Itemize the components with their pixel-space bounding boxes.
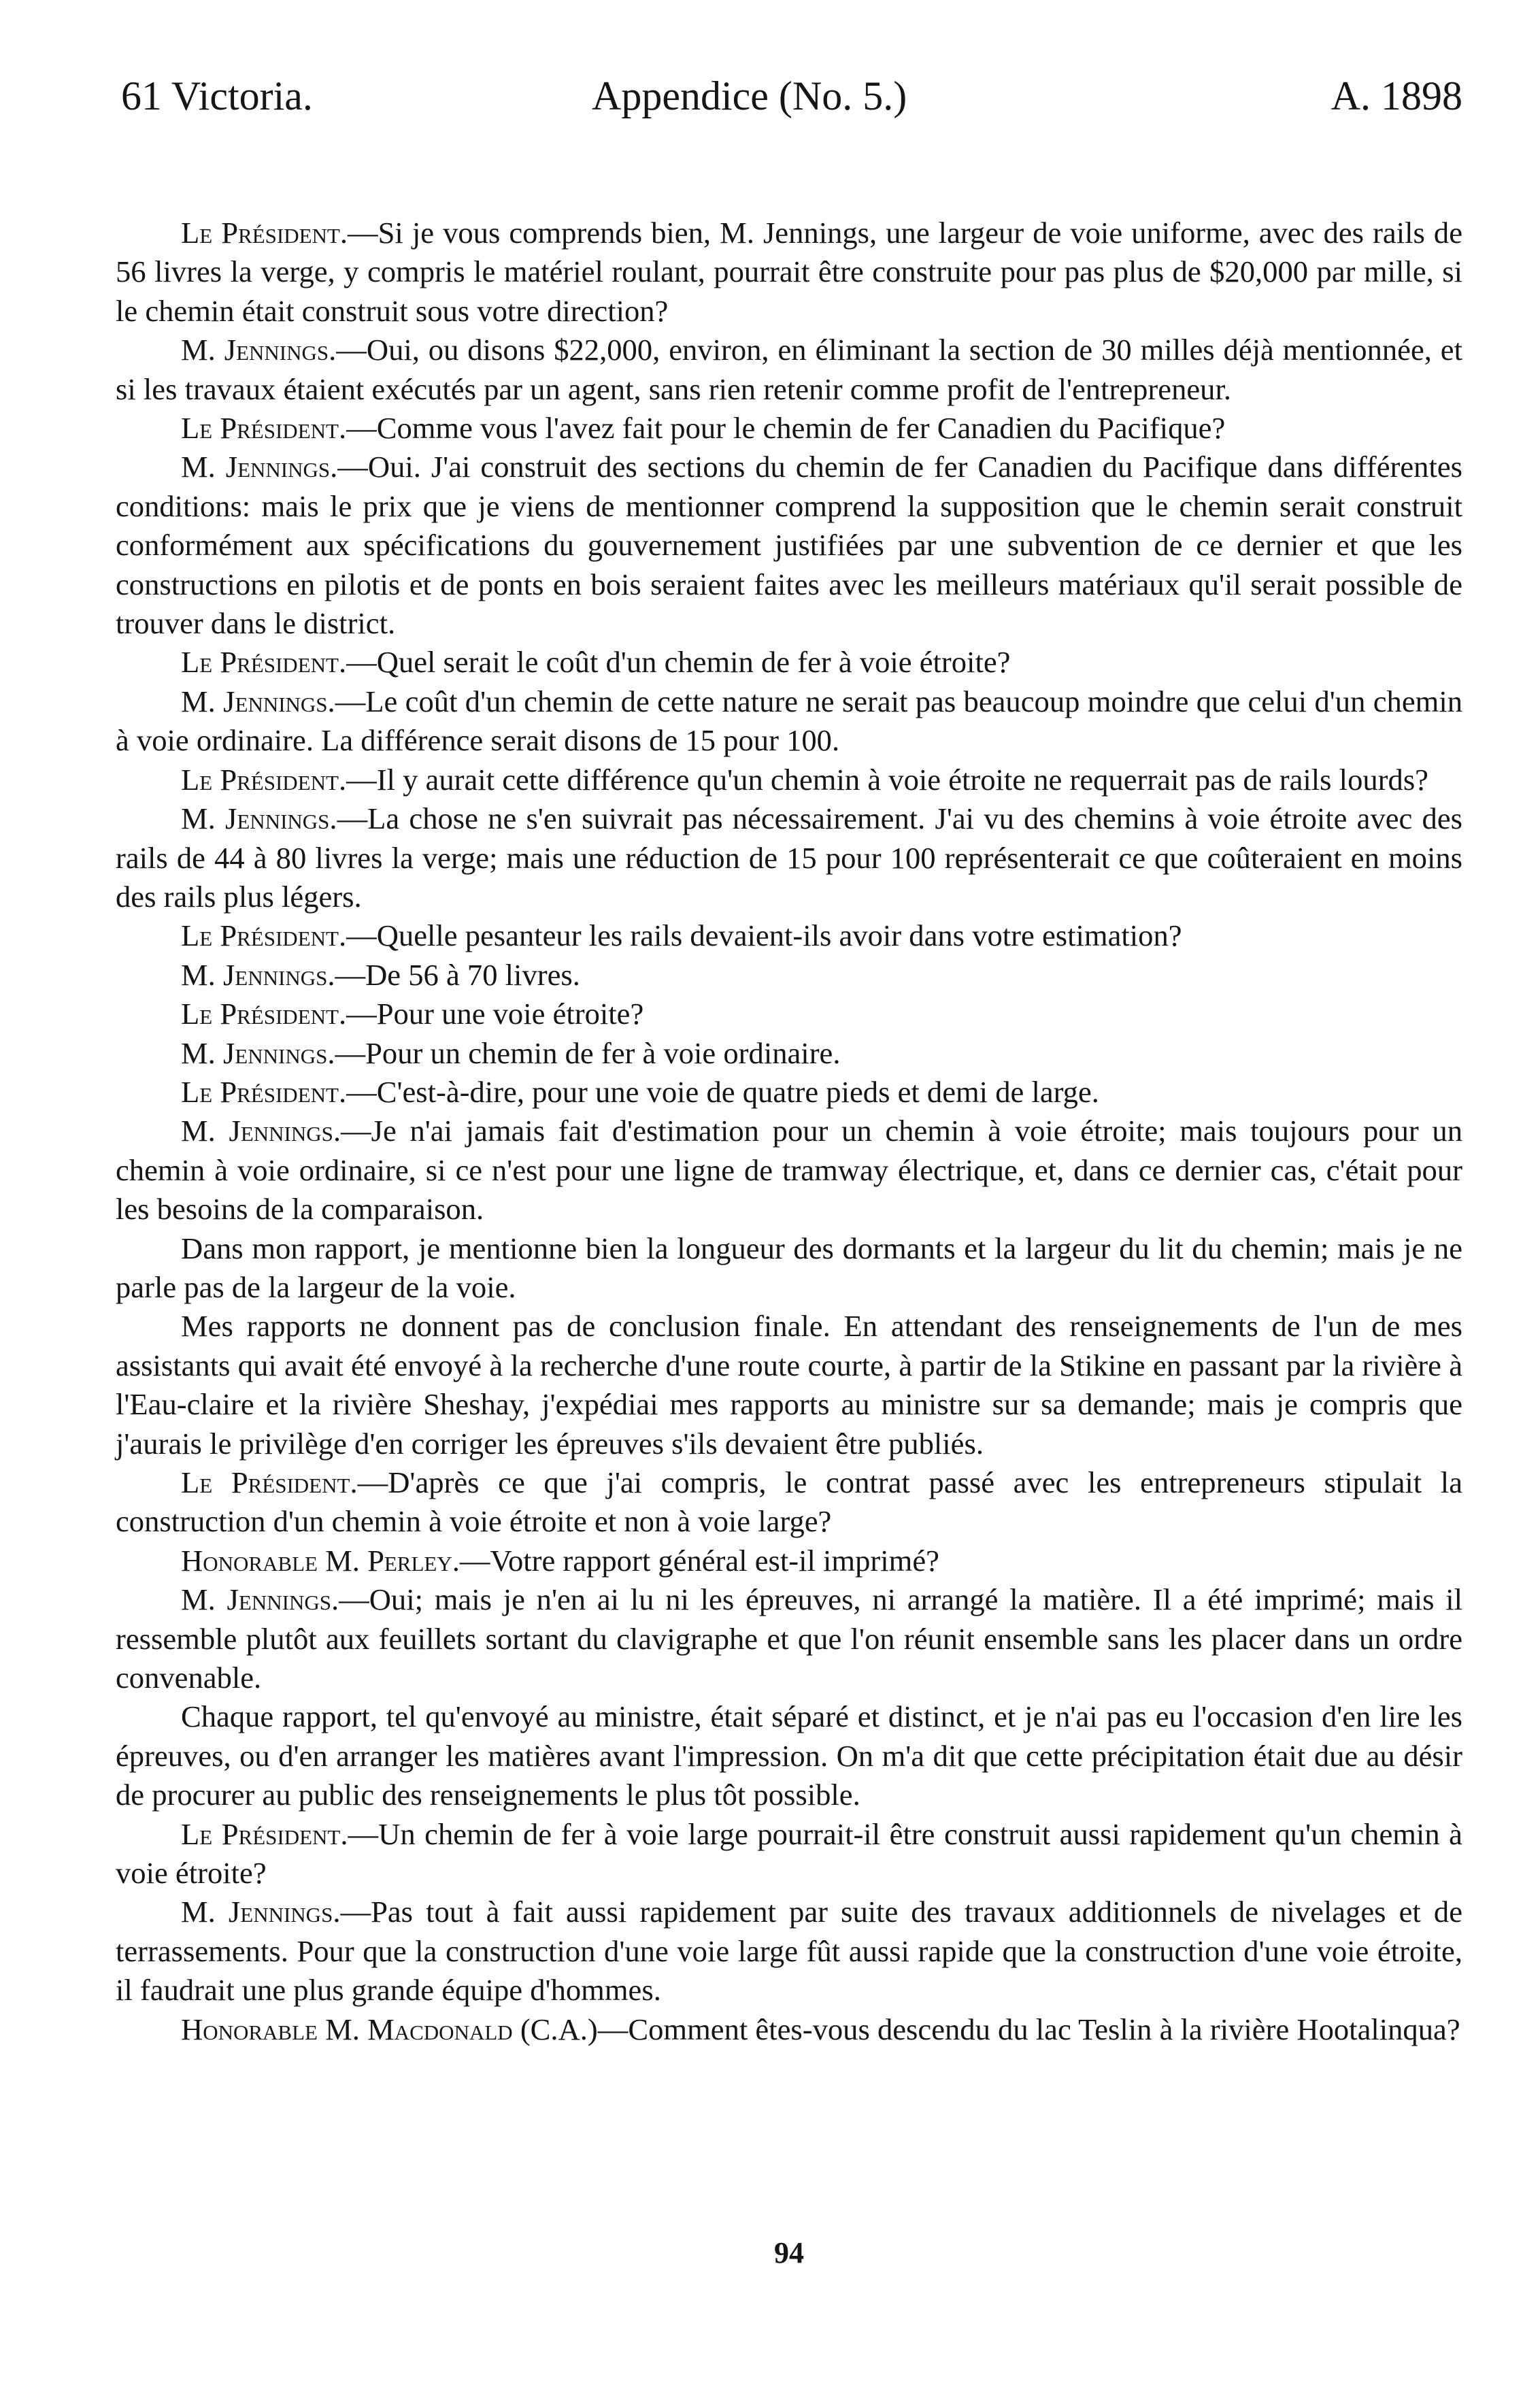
paragraph-text: —Comme vous l'avez fait pour le chemin de fer Canadien du Pacifique?: [346, 411, 1226, 446]
paragraph: [116, 331, 1462, 409]
paragraph-text: —De 56 à 70 livres.: [335, 957, 580, 992]
paragraph-text: —D'après ce que j'ai compris, le contrat passé avec les entrepreneurs stipulait la construction d'un chemin à voie étroite et non à voie large?: [116, 1465, 1462, 1539]
paragraph: [116, 643, 1462, 682]
speaker-name: M. Jennings.: [181, 450, 338, 484]
paragraph-text: —Pour une voie étroite?: [346, 997, 644, 1031]
speaker-name: Le Président.: [181, 1074, 347, 1109]
speaker-name: Le Président.: [181, 918, 347, 953]
paragraph-text: —Oui. J'ai construit des sections du chemin de fer Canadien du Pacifique dans différentes conditions: mais le prix que je viens de mentionner comprend la supposition que le chemin serait construit conformément aux spécifications du gouvernement justifiées par une subvention de ce dernier et que les constructions en pilotis et de ponts en bois seraient faites avec les meilleurs matériaux qu'il serait possible de trouver dans le district.: [116, 450, 1462, 641]
header-appendix: Appendice (No. 5.): [592, 73, 907, 118]
paragraph: [116, 2010, 1462, 2049]
paragraph: [116, 1815, 1462, 1893]
paragraph-text: —Oui; mais je n'en ai lu ni les épreuves, ni arrangé la matière. Il a été imprimé; mais il ressemble plutôt aux feuillets sortant du clavigraphe et que l'on réunit ensemble sans les placer dans un ordre convenable.: [116, 1582, 1462, 1695]
paragraph-text: —Si je vous comprends bien, M. Jennings, une largeur de voie uniforme, avec des rails de 56 livres la verge, y compris le matériel roulant, pourrait être construite pour pas plus de $20,000 par mille, si le chemin était construit sous votre direction?: [116, 216, 1462, 328]
speaker-name: Le Président.: [181, 216, 348, 250]
paragraph: [116, 1580, 1462, 1697]
speaker-name: Le Président.: [181, 762, 347, 797]
paragraph: [116, 1034, 1462, 1073]
document-page: [116, 65, 1462, 2365]
paragraph: [116, 1893, 1462, 2010]
paragraph-text: Chaque rapport, tel qu'envoyé au ministre, était séparé et distinct, et je n'ai pas eu l'occasion d'en lire les épreuves, ou d'en arranger les matières avant l'impression. On m'a dit que cette précipitation était due au désir de procurer au public des renseignements le plus tôt possible.: [116, 1699, 1462, 1812]
paragraph-text: —Un chemin de fer à voie large pourrait-il être construit aussi rapidement qu'un chemin à voie étroite?: [116, 1816, 1462, 1891]
paragraph: [116, 761, 1462, 799]
speaker-name: Le Président.: [181, 645, 347, 680]
paragraph: [116, 1542, 1462, 1580]
speaker-name: M. Jennings.: [181, 957, 335, 992]
paragraph: [116, 799, 1462, 916]
paragraph-text: —C'est-à-dire, pour une voie de quatre pieds et demi de large.: [346, 1074, 1099, 1109]
speaker-name: M. Jennings.: [181, 1582, 339, 1617]
speaker-name: Le Président.: [181, 411, 347, 446]
paragraph: [116, 1463, 1462, 1542]
paragraph: [116, 995, 1462, 1033]
header-year: A. 1898: [1330, 73, 1462, 118]
paragraph-text: —Quel serait le coût d'un chemin de fer à voie étroite?: [346, 645, 1011, 680]
paragraph-text: —Le coût d'un chemin de cette nature ne serait pas beaucoup moindre que celui d'un chemin à voie ordinaire. La différence serait disons de 15 pour 100.: [116, 684, 1463, 758]
paragraph: [116, 682, 1462, 761]
speaker-name: M. Jennings.: [181, 1895, 341, 1929]
speaker-name: Honorable M. Macdonald: [181, 2012, 513, 2046]
speaker-name: Le Président.: [181, 997, 347, 1031]
page-number: 94: [774, 2236, 804, 2269]
paragraph-text: —La chose ne s'en suivrait pas nécessairement. J'ai vu des chemins à voie étroite avec des rails de 44 à 80 livres la verge; mais une réduction de 15 pour 100 représenterait ce que coûteraient en moins des rails plus légers.: [116, 801, 1462, 914]
speaker-name: Le Président.: [181, 1465, 358, 1499]
paragraph-text: —Votre rapport général est-il imprimé?: [459, 1543, 939, 1578]
paragraph-text: (C.A.)—Comment êtes-vous descendu du lac Teslin à la rivière Hootalinqua?: [512, 2012, 1460, 2046]
paragraph: [116, 1229, 1462, 1308]
paragraph: [116, 448, 1462, 643]
paragraph: [116, 1307, 1462, 1463]
speaker-name: M. Jennings.: [181, 801, 337, 836]
speaker-name: M. Jennings.: [181, 1035, 335, 1070]
paragraph: [116, 916, 1462, 955]
paragraph-text: —Oui, ou disons $22,000, environ, en éliminant la section de 30 milles déjà mentionnée, et si les travaux étaient exécutés par un agent, sans rien retenir comme profit de l'entrepreneur.: [116, 333, 1462, 406]
paragraph-text: Dans mon rapport, je mentionne bien la longueur des dormants et la largeur du lit du chemin; mais je ne parle pas de la largeur de la voie.: [116, 1231, 1462, 1304]
running-header: [116, 65, 1462, 127]
speaker-name: Le Président.: [181, 1816, 348, 1851]
transcript-body: [116, 214, 1462, 2049]
paragraph: [116, 1112, 1462, 1229]
paragraph-text: —Il y aurait cette différence qu'un chemin à voie étroite ne requerrait pas de rails lourds?: [346, 762, 1428, 797]
paragraph-text: Mes rapports ne donnent pas de conclusion finale. En attendant des renseignements de l'un de mes assistants qui avait été envoyé à la recherche d'une route courte, à partir de la Stikine en passant par la rivière à l'Eau-claire et la rivière Sheshay, j'expédiai mes rapports au ministre sur sa demande; mais je compris que j'aurais le privilège d'en corriger les épreuves s'ils devaient être publiés.: [116, 1309, 1462, 1461]
paragraph-text: —Quelle pesanteur les rails devaient-ils avoir dans votre estimation?: [346, 918, 1182, 953]
speaker-name: M. Jennings.: [181, 333, 337, 367]
paragraph-text: —Je n'ai jamais fait d'estimation pour un chemin à voie étroite; mais toujours pour un chemin à voie ordinaire, si ce n'est pour une ligne de tramway électrique, et, dans ce dernier cas, c'était pour les besoins de la comparaison.: [116, 1114, 1463, 1227]
paragraph: [116, 214, 1462, 331]
paragraph: [116, 1697, 1462, 1814]
paragraph: [116, 1073, 1462, 1112]
speaker-name: M. Jennings.: [181, 1114, 341, 1148]
paragraph: [116, 409, 1462, 448]
paragraph-text: —Pour un chemin de fer à voie ordinaire.: [335, 1035, 841, 1070]
speaker-name: Honorable M. Perley.: [181, 1543, 460, 1578]
paragraph-text: —Pas tout à fait aussi rapidement par suite des travaux additionnels de nivelages et de terrassements. Pour que la construction d'une voie large fût aussi rapide que la construction d'une voie étroite, il faudrait une plus grande équipe d'hommes.: [116, 1895, 1462, 2008]
paragraph: [116, 956, 1462, 995]
speaker-name: M. Jennings.: [181, 684, 335, 718]
header-volume: 61 Victoria.: [121, 73, 313, 118]
